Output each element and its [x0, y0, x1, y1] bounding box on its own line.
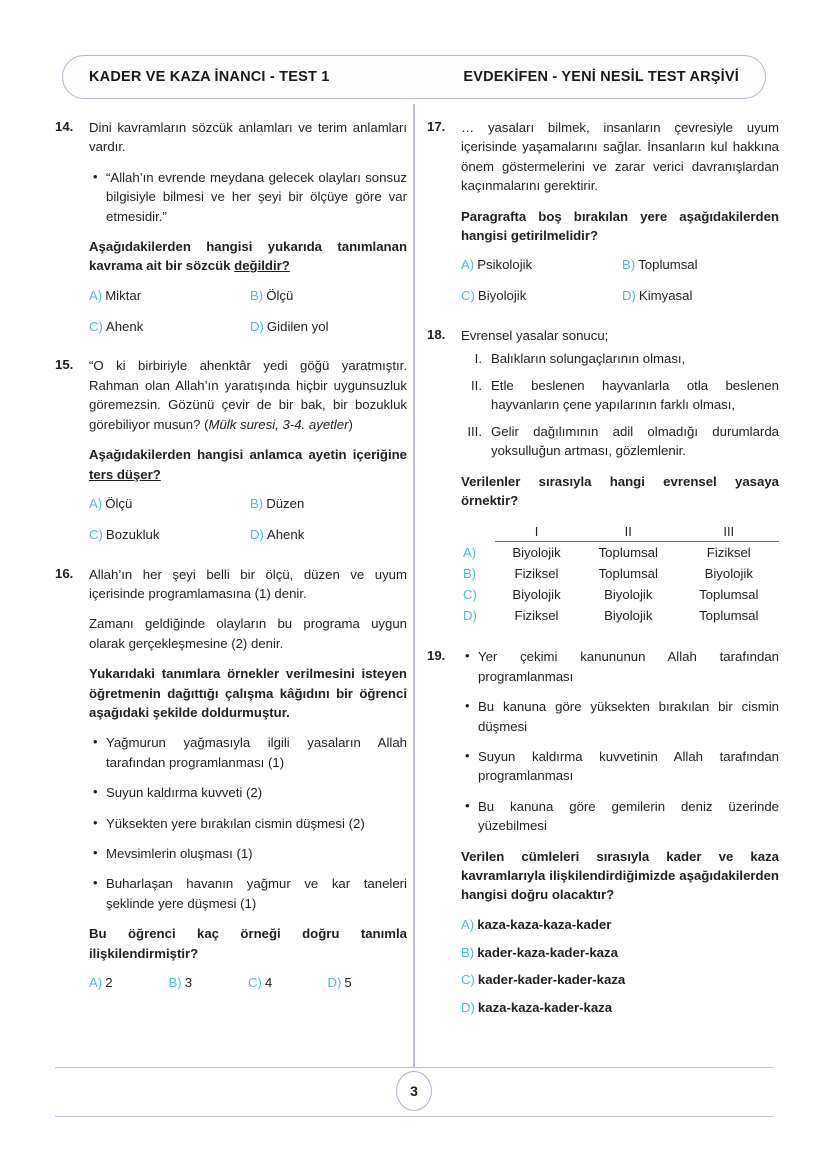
option-text: 4 [264, 975, 273, 991]
column-header-i: I [495, 521, 578, 542]
footer-rule-bottom [55, 1116, 773, 1117]
header-test-title: KADER VE KAZA İNANCI - TEST 1 [89, 69, 330, 85]
worksheet-bullet-list [89, 733, 407, 913]
option-b[interactable] [461, 944, 779, 962]
option-letter: D) [250, 318, 264, 334]
table-cell: Biyolojik [512, 587, 561, 603]
option-letter: C) [89, 526, 103, 542]
option-text: Miktar [105, 287, 142, 303]
definition-paragraph-2: Zamanı geldiğinde olayların bu programa uygun olarak gerçekleşmesine (2) denir. [89, 616, 407, 651]
worksheet-instruction: Yukarıdaki tanımlara örnekler verilmesini isteyen öğretmenin dağıttığı çalışma kâğıdını bir öğrenci aşağıdaki şekilde doldurmuştur. [89, 666, 407, 720]
roman-item-text: Gelir dağılımının adil olmadığı durumlarda yoksulluğun artması, gözlemlenir. [491, 423, 779, 459]
option-text: kaza-kaza-kader-kaza [477, 1000, 613, 1016]
option-c[interactable] [248, 974, 328, 992]
option-a[interactable] [89, 287, 246, 305]
option-text: Kimyasal [638, 288, 693, 304]
option-text: Ahenk [266, 526, 305, 542]
option-letter: C) [461, 972, 475, 988]
roman-item-text: Balıkların solungaçlarının olması, [491, 351, 686, 367]
question-stem: Dini kavramların sözcük anlamları ve terim anlamları vardır. [89, 120, 407, 155]
table-row[interactable] [461, 605, 779, 626]
option-letter: B) [250, 287, 264, 303]
option-d[interactable] [328, 974, 408, 992]
list-item: • Buharlaşan havanın yağmur ve kar taneleri şeklinde yere düşmesi (1) [89, 874, 407, 913]
option-letter: D) [463, 608, 477, 624]
list-item: • Suyun kaldırma kuvveti (2) [89, 783, 407, 802]
prompt-emphasis: ters düşer? [89, 466, 161, 482]
option-letter: D) [250, 526, 264, 542]
column-header-ii: II [578, 521, 678, 542]
option-text: Biyolojik [477, 288, 527, 304]
option-text: Ahenk [105, 318, 144, 334]
table-header-row [461, 521, 779, 542]
option-letter: B) [461, 944, 475, 960]
footer-rule-top [55, 1067, 773, 1068]
table-row[interactable] [461, 542, 779, 564]
option-letter: D) [327, 975, 342, 991]
question-16 [55, 565, 407, 992]
option-b[interactable] [250, 287, 407, 305]
table-cell: Toplumsal [598, 545, 658, 561]
option-d[interactable] [250, 526, 407, 544]
option-text: kaza-kaza-kaza-kader [477, 916, 612, 932]
question-prompt: Bu öğrenci kaç örneği doğru tanımla ilişkilendirmiştir? [89, 926, 407, 961]
answer-matrix-table [461, 521, 779, 626]
table-corner-cell [461, 521, 495, 542]
question-quote [89, 356, 407, 434]
table-row[interactable] [461, 563, 779, 584]
list-item: • Bu kanuna göre gemilerin deniz üzerinde yüzebilmesi [461, 797, 779, 836]
option-text: kader-kaza-kader-kaza [477, 944, 618, 960]
option-text: kader-kader-kader-kaza [477, 972, 626, 988]
column-header-iii: III [679, 521, 780, 542]
option-text: 2 [105, 975, 113, 991]
option-text: Ölçü [105, 495, 133, 511]
question-18 [427, 326, 779, 626]
table-cell: Toplumsal [699, 587, 759, 603]
option-a[interactable] [461, 916, 779, 934]
option-list [89, 495, 407, 544]
table-cell: Fiziksel [514, 608, 559, 624]
list-item [461, 422, 779, 461]
table-row[interactable] [461, 584, 779, 605]
prompt-text-lead: Aşağıdakilerden hangisi yukarıda tanımlanan kavrama ait bir sözcük [89, 239, 407, 274]
list-item: • Mevsimlerin oluşması (1) [89, 844, 407, 863]
option-letter: B) [168, 975, 182, 991]
option-list [89, 287, 407, 336]
table-body [461, 542, 779, 627]
option-letter: B) [250, 495, 264, 511]
option-letter: A) [89, 975, 103, 991]
option-b[interactable] [622, 256, 779, 274]
list-item: • Yağmurun yağmasıyla ilgili yasaların Allah tarafından programlanması (1) [89, 733, 407, 772]
option-text: 3 [184, 975, 193, 991]
roman-item-text: Etle beslenen hayvanlarla otla beslenen hayvanların çene yapılarının farklı olması, [491, 377, 779, 413]
option-letter: B) [463, 566, 477, 582]
option-d[interactable] [250, 318, 407, 336]
prompt-emphasis: değildir? [234, 258, 290, 274]
table-cell: Fiziksel [514, 566, 559, 582]
quote-citation: Mülk suresi, 3-4. ayetler [208, 416, 349, 432]
column-divider [413, 104, 415, 1067]
question-number: 15. [55, 357, 74, 373]
option-text: Düzen [266, 495, 305, 511]
option-letter: D) [622, 288, 636, 304]
option-letter: A) [89, 287, 103, 303]
roman-numeral-list [461, 349, 779, 460]
option-a[interactable] [89, 495, 246, 513]
question-stem: Evrensel yasalar sonucu; [461, 328, 609, 344]
table-cell: Fiziksel [706, 545, 751, 561]
question-prompt: Verilen cümleleri sırasıyla kader ve kaza kavramlarıyla ilişkilendirdiğimizde aşağıdakilerden hangisi doğru olacaktır? [461, 848, 779, 903]
page-header-banner [62, 55, 766, 99]
right-column [427, 118, 779, 1038]
option-text: Psikolojik [477, 257, 533, 273]
option-a[interactable] [461, 256, 618, 274]
list-item: • “Allah’ın evrende meydana gelecek olayları sonsuz bilgisiyle bilmesi ve her şeyi bir ölçüye göre var etmesidir.” [89, 168, 407, 226]
option-c[interactable] [89, 526, 246, 544]
question-15 [55, 356, 407, 543]
prompt-text-lead: Aşağıdakilerden hangisi anlamca ayetin içeriğine [89, 447, 407, 463]
quote-bullet-list [89, 168, 407, 226]
option-letter: C) [463, 587, 477, 603]
option-letter: B) [622, 257, 636, 273]
header-brand-title: EVDEKİFEN - YENİ NESİL TEST ARŞİVİ [463, 69, 739, 85]
list-item: • Bu kanuna göre yüksekten bırakılan bir cismin düşmesi [461, 697, 779, 736]
roman-numeral: I. [474, 351, 482, 367]
quote-close: ) [348, 416, 353, 432]
table-cell: Biyolojik [604, 608, 653, 624]
table-cell: Biyolojik [704, 566, 753, 582]
page-number-badge: 3 [396, 1071, 432, 1111]
option-text: Toplumsal [638, 257, 698, 273]
option-text: Ölçü [266, 287, 294, 303]
question-number: 17. [427, 119, 446, 134]
option-letter: A) [89, 495, 103, 511]
quote-body: “O ki birbiriyle ahenktâr yedi göğü yaratmıştır. Rahman olan Allah’ın yaratışında hiçbir uygunsuzluk göremezsin. Gözünü çevir de bir bak, bir bozukluk görebiliyor musun? ( [89, 358, 407, 432]
list-item: • Suyun kaldırma kuvvetinin Allah tarafından programlanması [461, 747, 779, 786]
option-c[interactable] [461, 287, 618, 305]
option-b[interactable] [250, 495, 407, 513]
question-19 [427, 647, 779, 1017]
option-list [461, 256, 779, 305]
table-cell: Biyolojik [604, 587, 653, 603]
list-item: • Yüksekten yere bırakılan cismin düşmesi (2) [89, 814, 407, 833]
statement-bullet-list [461, 647, 779, 835]
table-header [461, 521, 779, 542]
question-prompt [89, 237, 407, 276]
table-cell: Toplumsal [598, 566, 658, 582]
question-stem: … yasaları bilmek, insanların çevresiyle uyum içerisinde yaşamalarını sağlar. İnsanların kul hakkına önem göstermelerini ve zarar verici davranışlardan kaçınmalarını gerektirir. [461, 120, 779, 194]
question-prompt: Verilenler sırasıyla hangi evrensel yasaya örnektir? [461, 473, 779, 508]
question-prompt [89, 445, 407, 484]
question-number: 14. [55, 119, 74, 134]
option-list [461, 916, 779, 1017]
question-prompt: Paragrafta boş bırakılan yere aşağıdakilerden hangisi getirilmelidir? [461, 208, 779, 244]
left-column [55, 118, 407, 1013]
question-number: 16. [55, 565, 74, 581]
option-text: Bozukluk [105, 526, 160, 542]
option-text: Gidilen yol [266, 318, 329, 334]
option-letter: C) [89, 318, 103, 334]
list-item [461, 376, 779, 415]
question-number: 18. [427, 327, 446, 343]
option-a[interactable] [89, 974, 169, 992]
option-d[interactable] [461, 999, 779, 1017]
option-letter: D) [461, 1000, 475, 1016]
option-b[interactable] [169, 974, 249, 992]
list-item [461, 349, 779, 368]
list-item: • Yer çekimi kanununun Allah tarafından programlanması [461, 647, 779, 686]
option-list [89, 974, 407, 992]
definition-paragraph-1: Allah’ın her şeyi belli bir ölçü, düzen ve uyum içerisinde programlamasına (1) denir. [89, 566, 407, 601]
option-letter: A) [463, 545, 477, 561]
option-text: 5 [344, 975, 352, 991]
option-letter: A) [461, 916, 475, 932]
question-number: 19. [427, 648, 446, 664]
table-cell: Biyolojik [512, 545, 561, 561]
roman-numeral: III. [467, 423, 482, 439]
option-c[interactable] [461, 971, 779, 989]
option-letter: C) [461, 288, 475, 304]
option-letter: A) [461, 257, 475, 273]
option-letter: C) [248, 975, 262, 991]
question-17 [427, 118, 779, 305]
table-cell: Toplumsal [699, 608, 759, 624]
question-14 [55, 118, 407, 335]
roman-numeral: II. [471, 377, 482, 393]
option-d[interactable] [622, 287, 779, 305]
option-c[interactable] [89, 318, 246, 336]
